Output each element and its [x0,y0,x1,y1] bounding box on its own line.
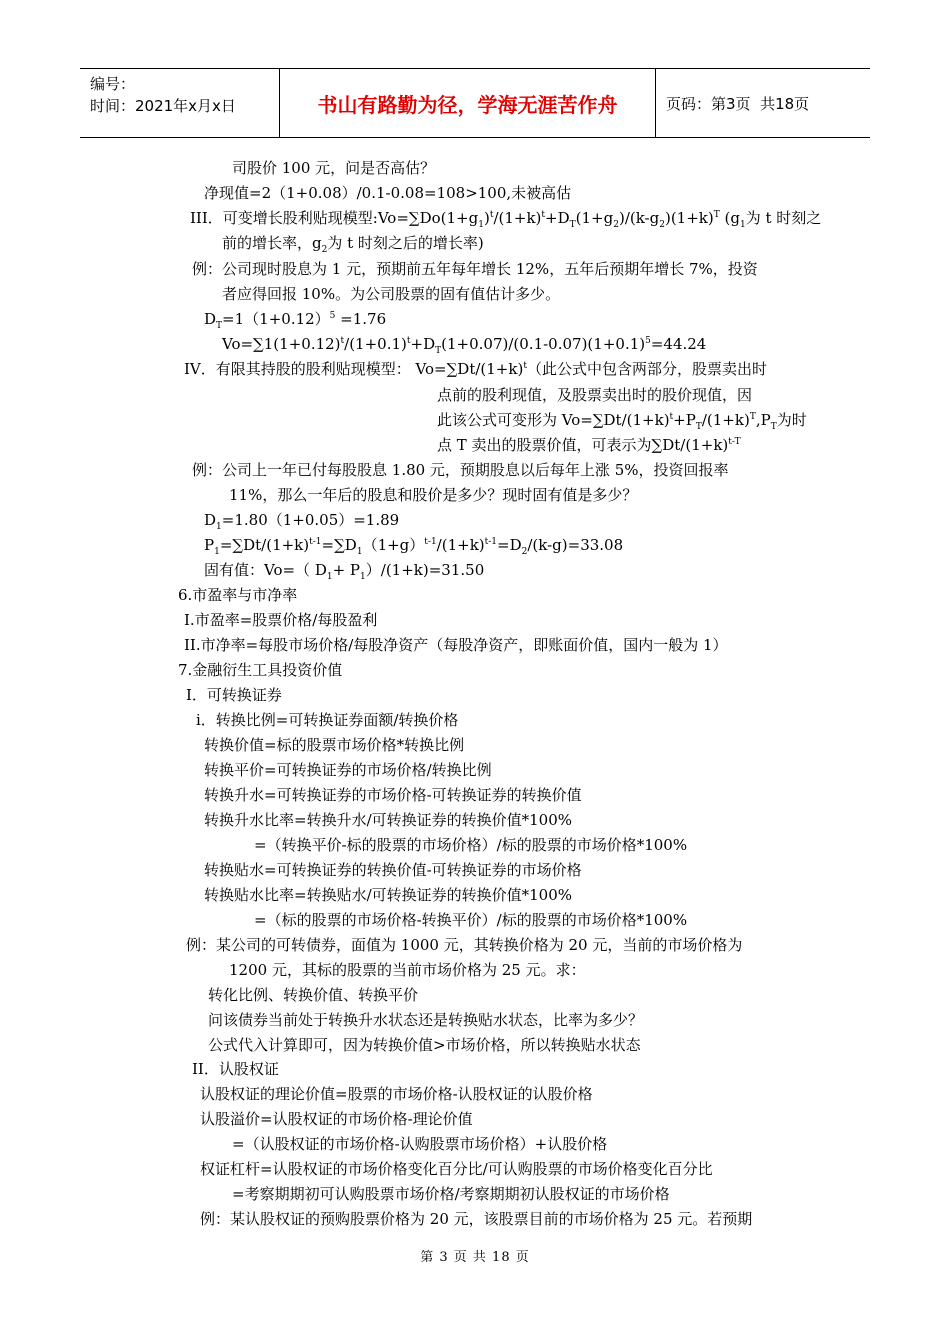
text-line: i．转换比例=可转换证券面额/转换价格 [196,711,459,729]
text-line: 认股权证的理论价值=股票的市场价格-认股权证的认股价格 [200,1085,593,1103]
formula-line: $D_1=1.80(1+0.05)=1.89$ [204,511,400,532]
header-motto: 书山有路勤为径，学海无涯苦作舟 [317,92,618,117]
formula-line: $D_T=1(1+0.12)^5 =1.76$ [204,310,387,331]
text-line: 认股溢价=认股权证的市场价格-理论价值 [200,1110,473,1128]
header-meta [90,73,236,117]
text-line: II．认股权证 [192,1060,279,1078]
text-line: I．可转换证券 [186,686,282,704]
text-line: II.市净率=每股市场价格/每股净资产（每股净资产，即账面价值，国内一般为 1） [184,636,728,654]
text-line: =（转换平价-标的股票的市场价格）/标的股票的市场价格*100% [254,836,688,854]
page-header [80,68,870,138]
text-line: 净现值=2（1+0.08）/0.1-0.08=108>100,未被高估 [204,184,572,202]
formula-line: 点 T 卖出的股票价值，可表示为$\sum Dt/(1+k)^{t-T}$ [437,436,741,454]
section-heading: 6.市盈率与市净率 [178,586,298,604]
text-line: I.市盈率=股票价格/每股盈利 [184,611,378,629]
formula-line: III．可变增长股利贴现模型$:Vo=\sum Do(1+g_1)^t/(1+k)^t+D_T(1+g_2)/(k-g_2)(1+k)^T$ ($g_1$为 t 时刻之 [190,209,822,230]
text-line: 司股价 100 元，问是否高估？ [232,159,436,177]
header-number-label: 编号： [90,75,136,93]
text-line: 转换升水比率=转换升水/可转换证券的转换价值*100% [204,811,573,829]
text-line: =考察期期初可认购股票市场价格/考察期期初认股权证的市场价格 [232,1185,670,1203]
text-line: 转换升水=可转换证券的市场价格-可转换证券的转换价值 [204,786,582,804]
formula-line: $P_1=\sum Dt/(1+k)^{t-1}=\sum D_1(1+g)^{t-1}/(1+k)^{t-1}=D_2/(k-g)=33.08$ [204,536,624,557]
text-line: 转换平价=可转换证券的市场价格/转换比例 [204,761,492,779]
text-line: 转换贴水=可转换证券的转换价值-可转换证券的市场价格 [204,861,582,879]
text-line: 前的增长率，$g_2$为 t 时刻之后的增长率) [222,234,484,255]
text-line: 转换价值=标的股票市场价格*转换比例 [204,736,465,754]
formula-line: $Vo=\sum 1(1+0.12)^t/(1+0.1)^t+D_T(1+0.07)/(0.1-0.07)(1+0.1)^5=44.24$ [222,335,707,356]
text-line: 点前的股利现值，及股票卖出时的股价现值，因 [437,386,753,404]
text-line: =（标的股票的市场价格-转换平价）/标的股票的市场价格*100% [254,911,688,929]
text-line: 11%，那么一年后的股息和股价是多少？现时固有值是多少？ [229,486,638,504]
formula-line: IV．有限其持股的股利贴现模型： $Vo=\sum Dt/(1+k)^t$（此公式中包含两部分，股票卖出时 [184,360,767,378]
text-line: 问该债券当前处于转换升水状态还是转换贴水状态，比率为多少？ [208,1011,644,1029]
page-footer: 第 3 页 共 18 页 [420,1250,530,1265]
text-line: 例：公司上一年已付每股股息 1.80 元，预期股息以后每年上涨 5%，投资回报率 [192,461,729,479]
section-heading: 7.金融衍生工具投资价值 [178,661,343,679]
text-line: 例：某公司的可转债券，面值为 1000 元，其转换价格为 20 元，当前的市场价格为 [186,936,743,954]
formula-line: 此该公式可变形为 $Vo=\sum Dt/(1+k)^t+P_T/(1+k)^T,P_T$为时 [437,411,807,432]
header-date-label: 时间：2021年x月x日 [90,97,236,115]
header-page-info: 页码：第3页 共18页 [666,94,810,113]
text-line: 例：公司现时股息为 1 元，预期前五年每年增长 12%，五年后预期年增长 7%，投资 [192,260,758,278]
text-line: 转换贴水比率=转换贴水/可转换证券的转换价值*100% [204,886,573,904]
text-line: =（认股权证的市场价格-认购股票市场价格）+认股价格 [232,1135,608,1153]
text-line: 转化比例、转换价值、转换平价 [208,986,419,1004]
text-line: 权证杠杆=认股权证的市场价格变化百分比/可认购股票的市场价格变化百分比 [200,1160,713,1178]
text-line: 1200 元，其标的股票的当前市场价格为 25 元。求： [229,961,586,979]
header-divider [655,69,656,137]
text-line: 公式代入计算即可，因为转换价值>市场价格，所以转换贴水状态 [208,1036,641,1054]
text-line: 例：某认股权证的预购股票价格为 20 元，该股票目前的市场价格为 25 元。若预期 [200,1210,753,1228]
formula-line: 固有值：Vo=（ $D_1+ P_1)/(1+k)=31.50$ [204,561,485,582]
text-line: 者应得回报 10%。为公司股票的固有值估计多少。 [222,285,561,303]
